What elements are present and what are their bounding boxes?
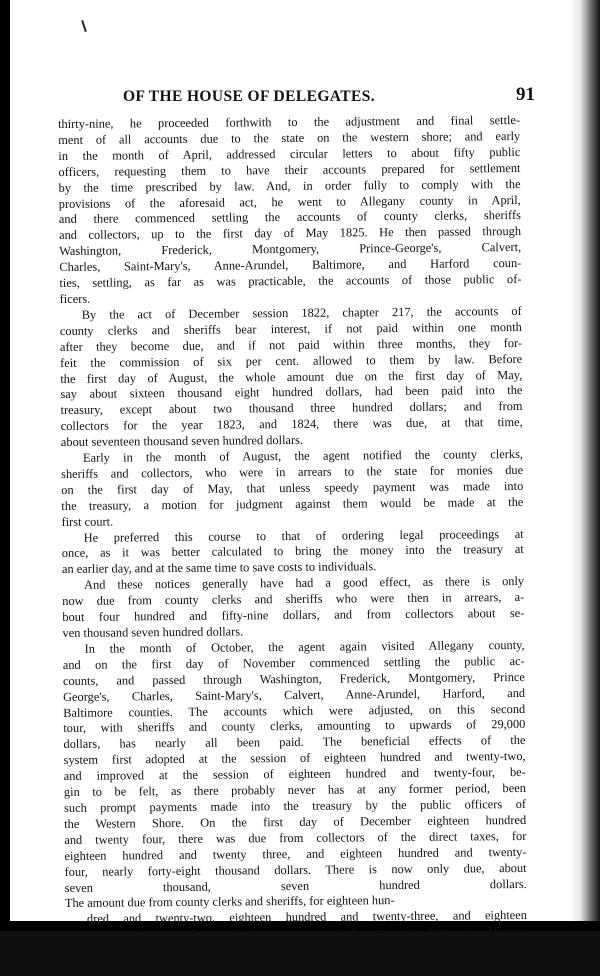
- text-line: By the act of December session 1822, chapter 217, the accounts of: [81, 303, 522, 322]
- text-line: Washington, Frederick, Montgomery, Prince-George's, Calvert,: [59, 240, 522, 259]
- text-line: once, as it was better calculated to bring the money into the treasury at: [61, 542, 524, 561]
- text-line: and on the first day of November commenced settling the public ac-: [62, 653, 525, 672]
- text-line: dollars, has nearly all been paid. The beneficial effects of the: [63, 733, 526, 752]
- text-line: bout four hundred and fifty-nine dollars, and from collectors about se-: [62, 606, 525, 625]
- text-line: and there commenced settling the accounts of county clerks, sheriffs: [58, 208, 521, 227]
- text-line: by the time prescribed by law. And, in order fully to comply with the: [58, 176, 521, 195]
- text-line: officers, requesting them to have their accounts prepared for settlement: [58, 160, 521, 179]
- text-line: system first adopted at the session of eighteen hundred and twenty-two,: [63, 749, 526, 768]
- text-line: and collectors, up to the first day of May 1825. He then passed through: [58, 224, 522, 243]
- text-line: the Western Shore. On the first day of December eighteen hundred: [64, 812, 527, 831]
- scan-border-right: [570, 0, 600, 931]
- text-line: provisions of the aforesaid act, he went to Allegany county in April,: [58, 192, 521, 211]
- text-line: eighteen hundred and twenty three, and eighteen hundred and twenty-: [64, 844, 527, 863]
- text-line: and twenty four, there was due from collectors of the direct taxes, for: [64, 828, 527, 847]
- page-header: [95, 84, 535, 112]
- text-line: first court.: [61, 514, 114, 529]
- text-line: Baltimore counties. The accounts which were adjusted, on this second: [63, 701, 526, 720]
- text-line: feit the commission of six per cent. allowed to them by law. Before: [60, 351, 523, 370]
- text-line: treasury, except about two thousand three hundred dollars; and from: [60, 399, 523, 418]
- text-line: in the month of April, addressed circular letters to about fifty public: [58, 144, 521, 163]
- text-line: ficers.: [59, 291, 91, 306]
- text-line: ber eighteen hundred and twenty-four, at about nineteen thousand dol-: [65, 940, 528, 959]
- text-line: hundred and twenty-four, which was estimated, on the first of Decem-: [65, 924, 528, 943]
- running-head: OF THE HOUSE OF DELEGATES.: [123, 88, 375, 105]
- text-line: ven thousand seven hundred dollars.: [62, 624, 244, 640]
- text-line: an earlier day, and at the same time to save costs to individuals.: [61, 559, 377, 577]
- text-line: ties, settling, as far as was practicable, the accounts of those public of-: [59, 272, 522, 291]
- text-line: on the first day of May, that unless speedy payment was made into: [61, 478, 524, 497]
- text-line: Early in the month of August, the agent notified the county clerks,: [82, 446, 524, 465]
- text-line: ment of all accounts due to the state on the western shore; and early: [58, 128, 521, 147]
- text-line: He preferred this course to that of ordering legal proceedings at: [83, 526, 524, 545]
- page-number: 91: [516, 84, 535, 105]
- ink-mark: [81, 20, 87, 32]
- text-line: counts, and passed through Washington, Frederick, Montgomery, Prince: [62, 669, 525, 688]
- text-line: four, nearly forty-eight thousand dollars. There is now only due, about: [64, 860, 527, 879]
- text-line: sheriffs and collectors, who were in arrears to the state for monies due: [61, 462, 524, 481]
- text-line: now due from county clerks and sheriffs who were then in arrears, a-: [62, 590, 525, 609]
- body-text: [58, 113, 527, 976]
- text-line: county clerks and sheriffs bear interest, if not paid within one month: [59, 319, 522, 338]
- text-line: lars, has been reduced to about seven thousand dollars. And the: [65, 955, 528, 974]
- text-line: say about sixteen thousand eight hundred dollars, had been paid into the: [60, 383, 523, 402]
- text-line: such prompt payments made into the treasury by the public officers of: [63, 796, 527, 815]
- text-line: thirty-nine, he proceeded forthwith to the adjustment and final settle-: [58, 112, 521, 131]
- text-line: collectors for the year 1823, and 1824, there was due, at that time,: [60, 415, 523, 434]
- text-line: after they become due, and if not paid within three months, they for-: [59, 335, 523, 354]
- text-line: the treasury, a motion for judgment against them would be made at the: [61, 494, 524, 513]
- text-line: tour, with sheriffs and county clerks, amounting to upwards of 29,000: [63, 717, 526, 736]
- text-line: Charles, Saint-Mary's, Anne-Arundel, Baltimore, and Harford coun-: [59, 256, 522, 275]
- text-line: And these notices generally have had a good effect, as there is only: [84, 574, 525, 593]
- text-line: the first day of August, the whole amount due on the first day of May,: [60, 367, 523, 386]
- text-line: gin to be felt, as there probably never has at any former period, been: [63, 781, 526, 800]
- text-line: dred and twenty-two, eighteen hundred and twenty-three, and eighteen: [86, 908, 528, 927]
- text-line: seven thousand, seven hundred dollars.: [64, 876, 527, 895]
- text-line: about seventeen thousand seven hundred dollars.: [60, 432, 304, 450]
- scan-border-left: [0, 0, 10, 931]
- text-line: The amount due from county clerks and sheriffs, for eighteen hun-: [64, 893, 395, 911]
- text-line: George's, Charles, Saint-Mary's, Calvert, Anne-Arundel, Harford, and: [62, 685, 526, 704]
- text-line: and improved at the session of eighteen hundred and twenty-four, be-: [63, 765, 526, 784]
- text-line: In the month of October, the agent again visited Allegany county,: [84, 637, 525, 656]
